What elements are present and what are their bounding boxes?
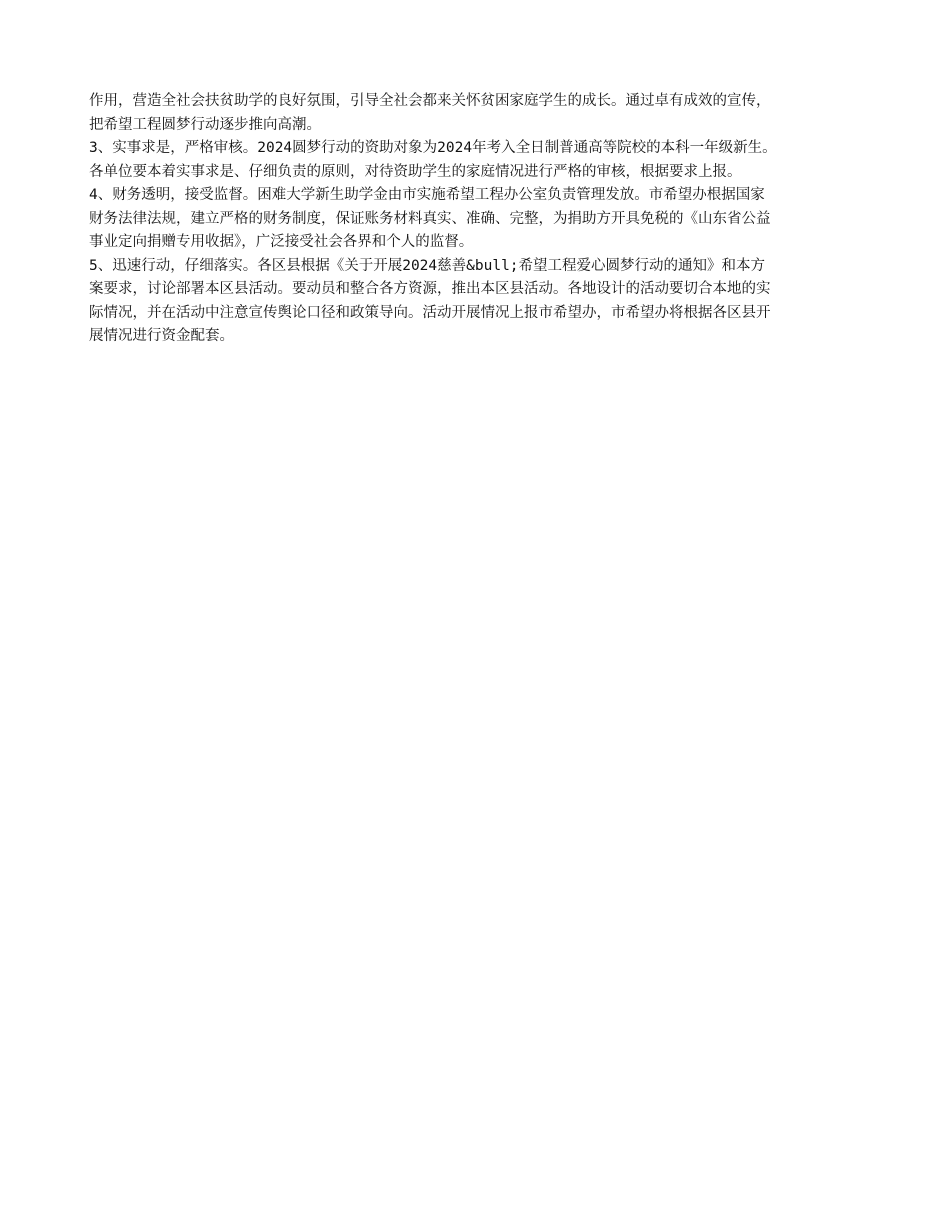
text-line: 各单位要本着实事求是、仔细负责的原则，对待资助学生的家庭情况进行严格的审核，根据要求上报。 <box>89 163 742 180</box>
text-line: 把希望工程圆梦行动逐步推向高潮。 <box>89 116 321 133</box>
text-line: 际情况，并在活动中注意宣传舆论口径和政策导向。活动开展情况上报市希望办，市希望办将根据各区县开 <box>89 304 771 321</box>
document-body <box>89 90 879 349</box>
text-line: 作用，营造全社会扶贫助学的良好氛围，引导全社会都来关怀贫困家庭学生的成长。通过卓有成效的宣传， <box>89 93 771 109</box>
text-line: 事业定向捐赠专用收据》，广泛接受社会各界和个人的监督。 <box>89 234 474 250</box>
text-line: 案要求，讨论部署本区县活动。要动员和整合各方资源，推出本区县活动。各地设计的活动要切合本地的实 <box>89 281 771 297</box>
text-line: 5、迅速行动，仔细落实。各区县根据《关于开展2024慈善&bull;希望工程爱心圆梦行动的通知》和本方 <box>89 257 766 274</box>
text-line: 展情况进行资金配套。 <box>89 328 234 344</box>
text-line: 4、财务透明，接受监督。困难大学新生助学金由市实施希望工程办公室负责管理发放。市希望办根据国家 <box>89 187 765 203</box>
text-line: 3、实事求是，严格审核。2024圆梦行动的资助对象为2024年考入全日制普通高等院校的本科一年级新生。 <box>89 140 777 156</box>
text-line: 财务法律法规，建立严格的财务制度，保证账务材料真实、准确、完整，为捐助方开具免税的《山东省公益 <box>89 210 771 227</box>
